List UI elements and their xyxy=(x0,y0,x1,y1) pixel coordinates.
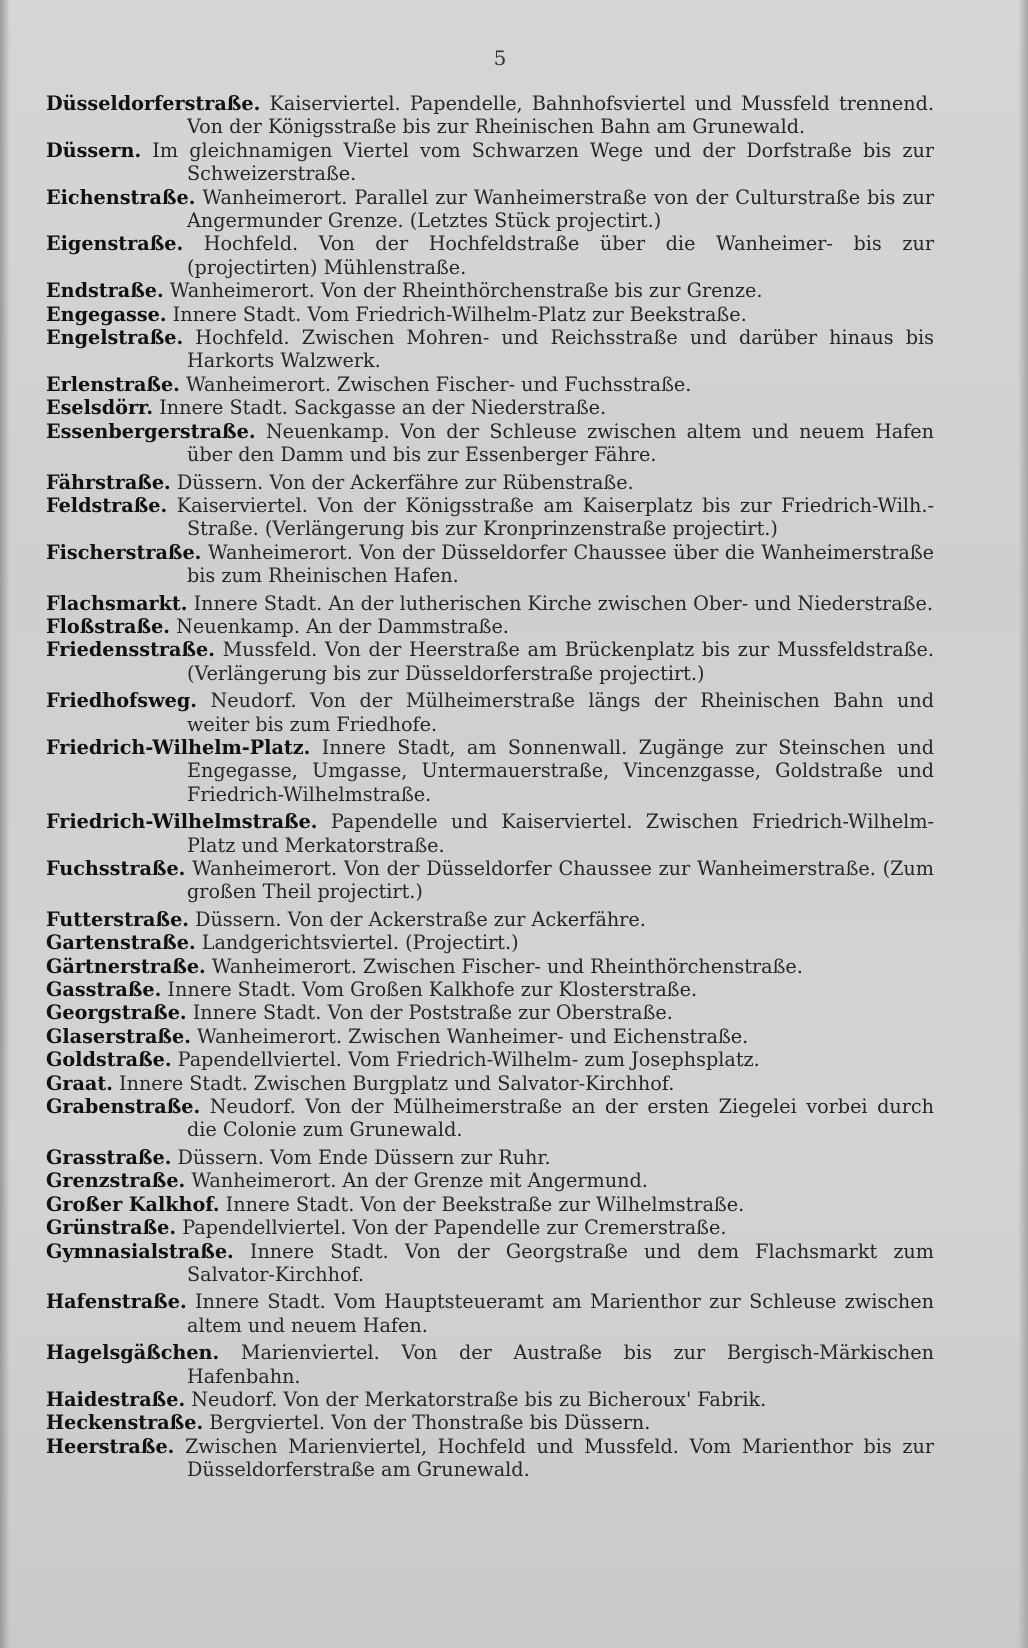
entry-friedrich-wilhelmstrasse xyxy=(46,810,934,857)
entry-term: Endstraße. xyxy=(46,279,164,303)
entry-fischerstrasse xyxy=(46,541,934,588)
entry-description: Wanheimerort. Von der Rheinthörchenstraße bis zur Grenze. xyxy=(169,279,763,303)
entry-term: Grabenstraße. xyxy=(46,1095,201,1119)
entry-description: Bergviertel. Von der Thonstraße bis Düssern. xyxy=(209,1411,651,1435)
entry-description: Zwischen Marienviertel, Hochfeld und Mussfeld. Vom Marienthor bis zur Düsseldorferstraße am Grunewald. xyxy=(184,1434,934,1482)
entry-term: Heerstraße. xyxy=(46,1434,175,1458)
entry-term: Eichenstraße. xyxy=(46,185,196,209)
entry-eselsdoerr xyxy=(46,396,934,419)
entry-term: Feldstraße. xyxy=(46,493,168,517)
page-number: 5 xyxy=(493,46,507,70)
entry-description: Neudorf. Von der Merkatorstraße bis zu Bicheroux' Fabrik. xyxy=(191,1387,767,1411)
entry-description: Papendellviertel. Vom Friedrich-Wilhelm- zum Josephsplatz. xyxy=(177,1048,760,1072)
entry-description: Düssern. Von der Ackerstraße zur Ackerfähre. xyxy=(195,907,646,931)
entry-term: Erlenstraße. xyxy=(46,372,180,396)
entry-term: Großer Kalkhof. xyxy=(46,1192,220,1216)
entry-description: Innere Stadt. Vom Hauptsteueramt am Marienthor zur Schleuse zwischen altem und neuem Hafen. xyxy=(187,1290,934,1337)
entry-term: Floßstraße. xyxy=(46,614,170,638)
entry-description: Innere Stadt. Zwischen Burgplatz und Salvator-Kirchhof. xyxy=(119,1071,675,1095)
entry-description: Innere Stadt. Vom Friedrich-Wilhelm-Platz zur Beekstraße. xyxy=(172,302,747,326)
entry-engegasse xyxy=(46,303,934,326)
entry-description: Wanheimerort. Zwischen Fischer- und Rheinthörchenstraße. xyxy=(211,954,803,978)
entry-grasstrasse xyxy=(46,1146,934,1169)
entry-term: Fährstraße. xyxy=(46,470,171,494)
entry-description: Wanheimerort. Zwischen Fischer- und Fuchsstraße. xyxy=(185,372,692,396)
entry-term: Flachsmarkt. xyxy=(46,591,188,615)
entry-description: Innere Stadt. Von der Poststraße zur Oberstraße. xyxy=(192,1001,673,1025)
entry-term: Eselsdörr. xyxy=(46,396,154,420)
entry-description: Wanheimerort. Von der Düsseldorfer Chaussee zur Wanheimerstraße. (Zum großen Theil projectirt.) xyxy=(187,857,934,904)
entry-description: Innere Stadt. Vom Großen Kalkhofe zur Klosterstraße. xyxy=(167,978,698,1002)
entry-haidestrasse xyxy=(46,1388,934,1411)
entry-hagelsgaesschen xyxy=(46,1341,934,1388)
entry-term: Fischerstraße. xyxy=(46,540,202,564)
entry-term: Friedrich-Wilhelm-Platz. xyxy=(46,735,311,759)
entry-term: Essenbergerstraße. xyxy=(46,419,256,443)
entry-engelstrasse xyxy=(46,326,934,373)
entry-description: Wanheimerort. Zwischen Wanheimer- und Eichenstraße. xyxy=(197,1024,749,1048)
street-directory xyxy=(46,92,934,1482)
entry-description: Neudorf. Von der Mülheimerstraße längs der Rheinischen Bahn und weiter bis zum Friedhofe. xyxy=(187,689,934,736)
entry-description: Innere Stadt. An der lutherischen Kirche zwischen Ober- und Niederstraße. xyxy=(193,591,933,615)
entry-heerstrasse xyxy=(46,1435,934,1482)
entry-term: Düssern. xyxy=(46,138,142,162)
entry-duesseldorferstrasse xyxy=(46,92,934,139)
entry-description: Hochfeld. Zwischen Mohren- und Reichsstraße und darüber hinaus bis Harkorts Walzwerk. xyxy=(187,326,934,373)
entry-duessern xyxy=(46,139,934,186)
entry-term: Friedensstraße. xyxy=(46,638,215,662)
entry-term: Gymnasialstraße. xyxy=(46,1239,234,1263)
entry-description: Neuenkamp. Von der Schleuse zwischen altem und neuem Hafen über den Damm und bis zur Essenberger Fähre. xyxy=(187,419,934,467)
entry-flossstrasse xyxy=(46,615,934,638)
entry-term: Gartenstraße. xyxy=(46,931,196,955)
entry-term: Georgstraße. xyxy=(46,1001,187,1025)
entry-description: Neudorf. Von der Mülheimerstraße an der ersten Ziegelei vorbei durch die Colonie zum Grunewald. xyxy=(187,1095,935,1142)
entry-term: Friedhofsweg. xyxy=(46,689,197,713)
entry-friedrich-wilhelm-platz xyxy=(46,736,934,806)
entry-description: Wanheimerort. An der Grenze mit Angermund. xyxy=(191,1169,648,1193)
entry-friedensstrasse xyxy=(46,638,934,685)
entry-grabenstrasse xyxy=(46,1095,934,1142)
entry-description: Landgerichtsviertel. (Projectirt.) xyxy=(201,931,519,955)
entry-description: Innere Stadt. Von der Beekstraße zur Wilhelmstraße. xyxy=(225,1192,745,1216)
entry-description: Innere Stadt. Von der Georgstraße und dem Flachsmarkt zum Salvator-Kirchhof. xyxy=(187,1239,934,1286)
entry-description: Wanheimerort. Von der Düsseldorfer Chaussee über die Wanheimerstraße bis zum Rheinischen Hafen. xyxy=(187,540,934,588)
entry-term: Goldstraße. xyxy=(46,1048,172,1072)
entry-grosser-kalkhof xyxy=(46,1193,934,1216)
entry-term: Eigenstraße. xyxy=(46,232,184,256)
entry-description: Wanheimerort. Parallel zur Wanheimerstraße von der Culturstraße bis zur Angermunder Grenze. (Letztes Stück projectirt.) xyxy=(187,185,935,233)
entry-description: Innere Stadt, am Sonnenwall. Zugänge zur Steinschen und Engegasse, Umgasse, Untermauerstraße, Vincenzgasse, Goldstraße und Friedrich-Wilhelmstraße. xyxy=(187,735,934,806)
entry-erlenstrasse xyxy=(46,373,934,396)
entry-term: Gasstraße. xyxy=(46,978,162,1002)
entry-term: Glaserstraße. xyxy=(46,1024,191,1048)
entry-term: Fuchsstraße. xyxy=(46,857,186,880)
entry-gartenstrasse xyxy=(46,931,934,954)
entry-term: Friedrich-Wilhelmstraße. xyxy=(46,810,318,834)
entry-flachsmarkt xyxy=(46,592,934,615)
entry-description: Mussfeld. Von der Heerstraße am Brückenplatz bis zur Mussfeldstraße. (Verlängerung bis zur Düsseldorferstraße projectirt.) xyxy=(187,638,934,685)
entry-description: Kaiserviertel. Papendelle, Bahnhofsviertel und Mussfeld trennend. Von der Königsstraße bis zur Rheinischen Bahn am Grunewald. xyxy=(187,92,934,139)
entry-description: Im gleichnamigen Viertel vom Schwarzen Wege und der Dorfstraße bis zur Schweizerstraße. xyxy=(152,138,934,186)
entry-term: Gärtnerstraße. xyxy=(46,954,206,978)
entry-fuchsstrasse xyxy=(46,857,934,904)
entry-feldstrasse xyxy=(46,494,934,541)
entry-futterstrasse xyxy=(46,908,934,931)
entry-description: Hochfeld. Von der Hochfeldstraße über die Wanheimer- bis zur (projectirten) Mühlenstraße. xyxy=(187,232,934,279)
entry-gaertnerstrasse xyxy=(46,955,934,978)
entry-gymnasialstrasse xyxy=(46,1240,934,1287)
entry-term: Haidestraße. xyxy=(46,1387,186,1411)
entry-endstrasse xyxy=(46,279,934,302)
entry-term: Düsseldorferstraße. xyxy=(46,92,261,115)
entry-term: Futterstraße. xyxy=(46,907,189,931)
entry-term: Engelstraße. xyxy=(46,326,184,350)
entry-eichenstrasse xyxy=(46,186,934,233)
entry-description: Papendellviertel. Von der Papendelle zur Cremerstraße. xyxy=(182,1216,727,1240)
entry-georgstrasse xyxy=(46,1001,934,1024)
entry-term: Hafenstraße. xyxy=(46,1290,187,1314)
entry-description: Düssern. Von der Ackerfähre zur Rübenstraße. xyxy=(176,470,634,494)
entry-graat xyxy=(46,1072,934,1095)
entry-essenbergerstrasse xyxy=(46,420,934,467)
entry-eigenstrasse xyxy=(46,232,934,279)
entry-description: Marienviertel. Von der Austraße bis zur Bergisch-Märkischen Hafenbahn. xyxy=(187,1341,934,1388)
entry-term: Graat. xyxy=(46,1071,113,1095)
entry-faehrstrasse xyxy=(46,471,934,494)
entry-goldstrasse xyxy=(46,1048,934,1071)
entry-hafenstrasse xyxy=(46,1290,934,1337)
entry-description: Düssern. Vom Ende Düssern zur Ruhr. xyxy=(177,1145,551,1169)
entry-gasstrasse xyxy=(46,978,934,1001)
entry-description: Papendelle und Kaiserviertel. Zwischen Friedrich-Wilhelm-Platz und Merkatorstraße. xyxy=(187,810,934,857)
entry-term: Grünstraße. xyxy=(46,1216,177,1240)
entry-term: Engegasse. xyxy=(46,302,167,326)
entry-description: Neuenkamp. An der Dammstraße. xyxy=(176,614,509,638)
entry-glaserstrasse xyxy=(46,1025,934,1048)
entry-term: Hagelsgäßchen. xyxy=(46,1341,220,1365)
entry-term: Heckenstraße. xyxy=(46,1411,204,1435)
entry-grenzstrasse xyxy=(46,1169,934,1192)
entry-gruenstrasse xyxy=(46,1216,934,1239)
entry-friedhofsweg xyxy=(46,689,934,736)
entry-description: Innere Stadt. Sackgasse an der Niederstraße. xyxy=(159,396,607,420)
entry-heckenstrasse xyxy=(46,1411,934,1434)
entry-term: Grenzstraße. xyxy=(46,1169,186,1193)
entry-description: Kaiserviertel. Von der Königsstraße am Kaiserplatz bis zur Friedrich-Wilh.-Straße. (Verlängerung bis zur Kronprinzenstraße projectirt.) xyxy=(176,493,934,541)
entry-term: Grasstraße. xyxy=(46,1145,172,1169)
